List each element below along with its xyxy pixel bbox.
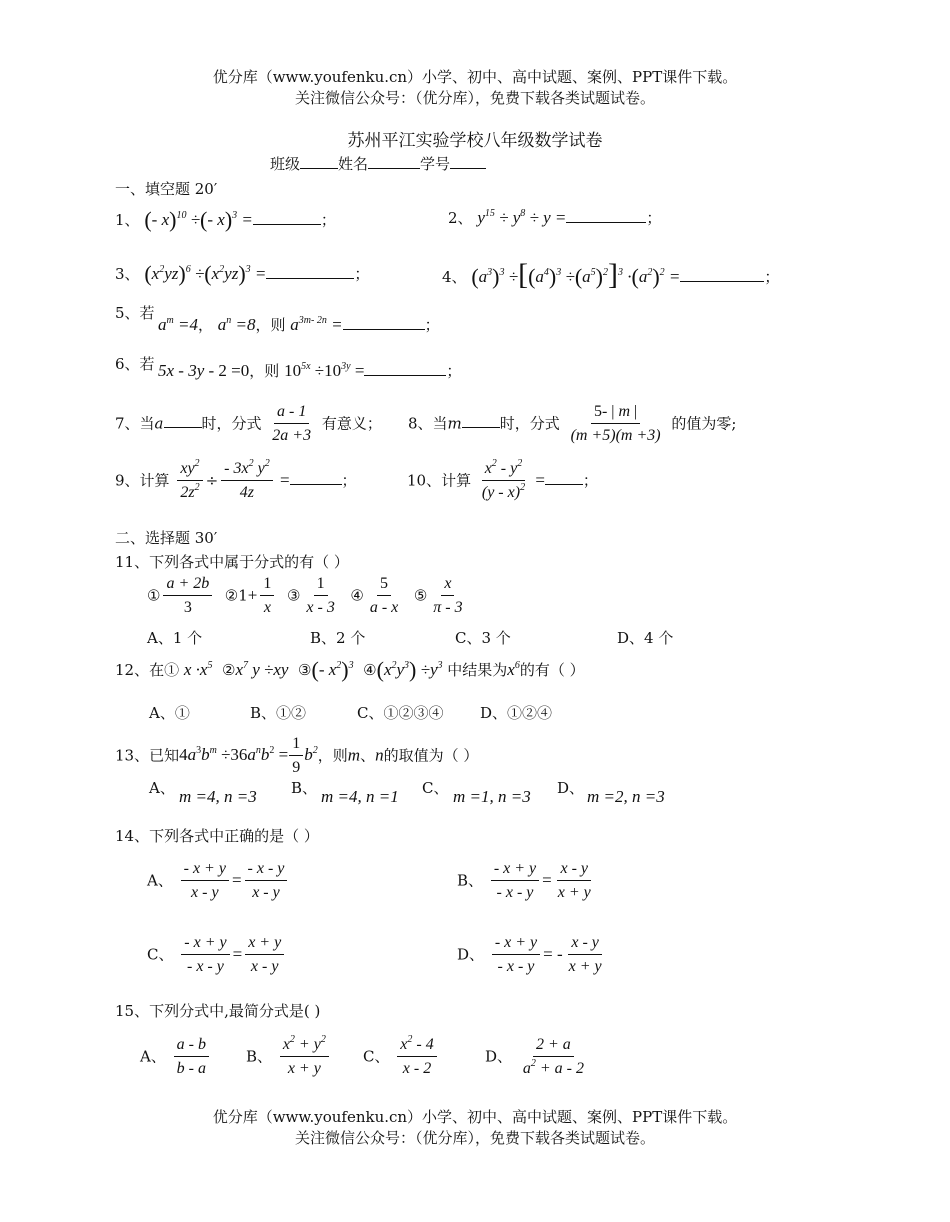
section-1-heading: 一、填空题 20′ [115,180,218,198]
answer-blank-8[interactable] [462,413,500,428]
q13-answer-b[interactable]: m =4, n =1 [321,787,399,806]
page-title: 苏州平江实验学校八年级数学试卷 [347,131,603,151]
header-line-2: 关注微信公众号：（优分库），免费下载各类试题试卷。 [294,89,655,107]
class-label: 班级 [270,155,301,173]
header-line-1: 优分库（www.youfenku.cn）小学、初中、高中试题、案例、PPT课件下载。 [212,68,738,86]
question-13-stem: 13、已知$4a^3b^m \div 36a^nb^2$ = $\frac{1}{9}$ $b^2$，则m、n的取值为（ ） [115,735,479,777]
q13-answer-c[interactable]: m =1, n =3 [453,787,531,806]
answer-blank-3[interactable] [266,264,354,279]
question-11-stem: 11、下列各式中属于分式的有（ ） [115,553,349,571]
answer-blank-5[interactable] [343,315,425,330]
footer-line-1: 优分库（www.youfenku.cn）小学、初中、高中试题、案例、PPT课件下载。 [212,1108,738,1126]
answer-blank-9[interactable] [290,470,342,485]
q13-label-a: A、 [149,779,175,797]
q11-answer-a[interactable]: A、1 个 [147,629,203,647]
q13-label-d: D、 [557,779,585,797]
question-3: 3、 $(x^2yz)^6 \div(x^2yz)^3$ = ； [115,261,370,286]
question-11-options: ① $\frac{a + 2b}{3}$ ②1+ $\frac{1}{x}$ ③ $\frac{1}{x - 3}$ ④ $\frac{5}{a - x}$ ⑤ $\frac{x}{\pi - 3}$ [147,575,463,617]
q13-answer-a[interactable]: m =4, n =3 [179,787,257,806]
question-6-expr: 5x - 3y - 2 =0，则 $10^{5x} \div 10^{3y}$ = ； [158,361,462,380]
question-12-stem: 12、在① $x \cdot x^5$ $②x^7$ y ÷xy ③(- $x^2)^3$ $④(x^2y^3) \div y^3$ 中结果为$x^6$的有（ ） [115,657,585,682]
q11-answer-b[interactable]: B、2 个 [310,629,366,647]
q14-option-c[interactable]: C、 $\frac{- x + y}{- x - y}$ = $\frac{x + y}{x - y}$ [147,934,287,977]
q12-answer-a[interactable]: A、① [149,704,190,722]
name-label: 姓名 [338,155,369,173]
student-info-line [270,153,486,174]
question-1: 1、 (- x)$^{10}$ ÷(- x)$^3$ = ； [115,207,336,232]
q13-label-c: C、 [422,779,449,797]
footer-line-2: 关注微信公众号：（优分库），免费下载各类试题试卷。 [294,1129,655,1147]
q13-answer-d[interactable]: m =2, n =3 [587,787,665,806]
answer-blank-6[interactable] [364,361,446,376]
question-15-stem: 15、下列分式中,最简分式是( ) [115,1002,321,1020]
answer-blank-7[interactable] [164,413,202,428]
q12-answer-b[interactable]: B、①② [250,704,307,722]
q15-option-b[interactable]: B、 $\frac{x^2 + y^2}{x + y}$ [246,1036,332,1079]
question-7: 7、当a 时，分式 $\frac{a - 1}{2a +3}$ 有意义； [115,403,382,445]
question-6: 6、若 [115,355,155,373]
question-8: 8、当m 时，分式 $\frac{5- | m |}{(m +5)(m +3)}$ 的值为零; [408,403,737,445]
question-14-stem: 14、下列各式中正确的是（ ） [115,827,319,845]
q12-answer-d[interactable]: D、①②④ [480,704,553,722]
answer-blank-2[interactable] [566,208,646,223]
number-blank[interactable] [450,156,486,169]
q11-answer-c[interactable]: C、3 个 [455,629,511,647]
answer-blank-1[interactable] [253,210,321,225]
q14-option-b[interactable]: B、 $\frac{- x + y}{- x - y}$ = $\frac{x - y}{x + y}$ [457,860,591,902]
q11-answer-d[interactable]: D、4 个 [617,629,674,647]
question-5: 5、若 [115,304,155,322]
number-label: 学号 [420,155,451,173]
q13-label-b: B、 [291,779,318,797]
q15-option-d[interactable]: D、 $\frac{2 + a}{a^2 + a - 2}$ [485,1036,584,1078]
name-blank[interactable] [368,156,420,169]
section-2-heading: 二、选择题 30′ [115,529,218,547]
question-10: 10、计算 $\frac{x^2 - y^2}{(y - x)^2}$ = ； [407,458,598,502]
q15-option-a[interactable]: A、 $\frac{a - b}{b - a}$ [140,1036,212,1079]
class-blank[interactable] [300,156,338,169]
question-4: 4、 $(a^3)^3 \div[(a^4)^3 \div(a^5)^2]^3 \cdot(a^2)^2$ = ； [442,258,780,291]
q14-option-d[interactable]: D、 $\frac{- x + y}{- x - y}$ = - $\frac{x - y}{x + y}$ [457,934,602,976]
q12-answer-c[interactable]: C、①②③④ [357,704,444,722]
question-9: 9、计算 $\frac{xy^2}{2z^2}$ ÷ $\frac{- 3x^2 y^2}{4z}$ = ； [115,458,357,502]
answer-blank-10[interactable] [545,470,583,485]
q14-option-a[interactable]: A、 $\frac{- x + y}{x - y}$ = $\frac{- x - y}{x - y}$ [147,860,290,903]
question-5-expr: $a^m =4$， $a^n =8$，则 $a^{3m- 2n}$ = ； [158,315,440,334]
q15-option-c[interactable]: C、 $\frac{x^2 - 4}{x - 2}$ [363,1036,440,1079]
answer-blank-4[interactable] [680,267,764,282]
question-2: 2、 $y^{15} \div y^8 \div y$ = ； [448,208,662,227]
